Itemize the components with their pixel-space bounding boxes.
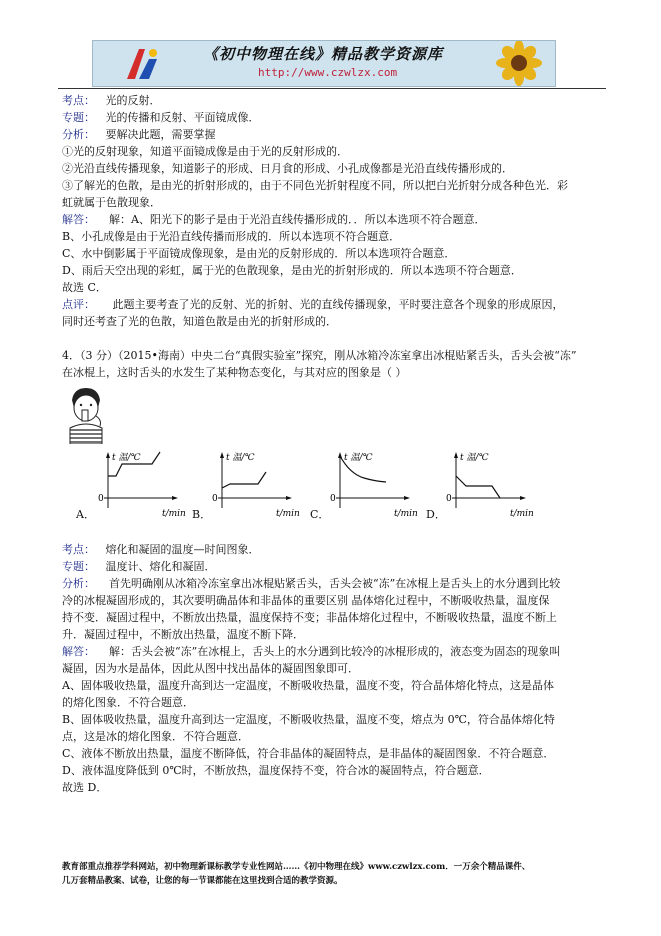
graph-xlabel: t/min: [394, 509, 418, 519]
q4-jieda-line: 凝固，因为水是晶体，因此从图中找出晶体的凝固图象即可．: [62, 662, 359, 675]
q3-jieda: 解答： 解：A、阳光下的影子是由于光沿直线传播形成的．．所以本选项不符合题意．: [62, 213, 486, 226]
q4-jieda-line: B、固体吸收热量，温度升高到达一定温度，不断吸收热量，温度不变，熔点为 0℃，符合晶体熔化特: [62, 713, 555, 726]
q4-jieda-line: D、液体温度降低到 0℃时，不断放热，温度保持不变，符合冰的凝固特点，符合题意．: [62, 764, 490, 777]
option-a-label: A．: [76, 508, 95, 521]
q4-stem: 在冰棍上，这时舌头的水发生了某种物态变化，与其对应的图象是（ ）: [62, 366, 407, 379]
graph-arrowhead: [520, 496, 526, 500]
graph-curve: [456, 476, 500, 498]
graph-arrowhead: [172, 496, 178, 500]
q4-kaodian: 考点： 熔化和凝固的温度—时间图象．: [62, 543, 260, 556]
q3-point: ②光沿直线传播现象，知道影子的形成、日月食的形成、小孔成像都是光沿直线传播形成的．: [62, 162, 513, 175]
graph-origin: 0: [446, 494, 452, 504]
graph-arrowhead: [106, 452, 110, 458]
graph-d: [446, 452, 534, 519]
graph-arrowhead: [286, 496, 292, 500]
graph-origin: 0: [330, 494, 336, 504]
q4-jieda-line: 的熔化图象．不符合题意．: [62, 696, 194, 709]
q3-dianping: 点评： 此题主要考查了光的反射、光的折射、光的直线传播现象，平时要注意各个现象的形成原因，: [62, 298, 564, 311]
banner-title: 《初中物理在线》精品教学资源库: [203, 45, 444, 63]
graph-ylabel: t 温/℃: [112, 453, 141, 463]
q4-answer: 故选 D．: [62, 781, 108, 794]
graph-arrowhead: [454, 452, 458, 458]
graph-b: [212, 452, 300, 519]
header-banner: [92, 40, 556, 87]
graph-curve: [222, 472, 266, 488]
q4-jieda-line: C、液体不断放出热量，温度不断降低，符合非晶体的凝固特点，是非晶体的凝固图象．不符合题意．: [62, 747, 555, 760]
graph-ylabel: t 温/℃: [344, 453, 373, 463]
q3-answer: 故选 C．: [62, 281, 107, 294]
boy-licking-popsicle-illustration: [62, 386, 112, 444]
option-c-label: C．: [310, 508, 330, 521]
q4-jieda: 解答： 解：舌头会被“冻”在冰棍上，舌头上的水分遇到比较冷的冰棍形成的，液态变为固态的现象叫: [62, 645, 561, 658]
page-footer: [62, 860, 602, 888]
graph-origin: 0: [98, 494, 104, 504]
sunflower-icon: [483, 41, 555, 86]
footer-line: 教育部重点推荐学科网站，初中物理新课标教学专业性网站……《初中物理在线》www.czwlzx.com．一万余个精品课件、: [62, 862, 531, 872]
graph-ylabel: t 温/℃: [226, 453, 255, 463]
q4-fenxi: 分析： 首先明确刚从冰箱冷冻室拿出冰棍贴紧舌头，舌头会被“冻”在冰棍上是舌头上的水分遇到比较: [62, 577, 561, 590]
banner-url: http://www.czwlzx.com: [258, 66, 398, 79]
graph-a: [98, 452, 186, 519]
graph-origin: 0: [212, 494, 218, 504]
q4-jieda-line: 点，这是冰的熔化图象．不符合题意．: [62, 730, 249, 743]
option-d-label: D．: [426, 508, 446, 521]
logo-icon: [123, 45, 163, 83]
graph-ylabel: t 温/℃: [460, 453, 489, 463]
q3-point: 虹就属于色散现象．: [62, 196, 161, 209]
q3-jieda-line: B、小孔成像是由于光沿直线传播而形成的．所以本选项不符合题意．: [62, 230, 401, 243]
graph-xlabel: t/min: [510, 509, 534, 519]
header-rule: [58, 88, 606, 89]
graphs-canvas: [62, 450, 552, 520]
graph-xlabel: t/min: [162, 509, 186, 519]
graph-arrowhead: [404, 496, 410, 500]
footer-line: 几万套精品教案、试卷，让您的每一节课都能在这里找到合适的教学资源。: [62, 876, 343, 886]
q3-jieda-line: D、雨后天空出现的彩虹，属于光的色散现象，是由光的折射形成的．所以本选项不符合题意．: [62, 264, 522, 277]
q3-kaodian: 考点： 光的反射．: [62, 94, 161, 107]
q3-jieda-line: C、水中倒影属于平面镜成像现象，是由光的反射形成的．所以本选项符合题意．: [62, 247, 456, 260]
option-b-label: B．: [192, 508, 212, 521]
q4-jieda-line: A、固体吸收热量，温度升高到达一定温度，不断吸收热量，温度不变，符合晶体熔化特点，这是晶体: [62, 679, 554, 692]
q3-fenxi: 分析： 要解决此题，需要掌握: [62, 128, 216, 141]
q3-zhuanti: 专题： 光的传播和反射、平面镜成像．: [62, 111, 260, 124]
graph-c: [330, 452, 418, 519]
graph-xlabel: t/min: [276, 509, 300, 519]
option-graphs: [62, 450, 552, 520]
q4-fenxi-line: 升．凝固过程中，不断放出热量，温度不断下降．: [62, 628, 304, 641]
q3-point: ①光的反射现象，知道平面镜成像是由于光的反射形成的．: [62, 145, 348, 158]
q4-fenxi-line: 冷的冰棍凝固形成的，其次要明确晶体和非晶体的重要区别 晶体熔化过程中，不断吸收热量，温度保: [62, 594, 550, 607]
q4-fenxi-line: 持不变．凝固过程中，不断放出热量，温度保持不变；非晶体熔化过程中，不断吸收热量，温度不断上: [62, 611, 557, 624]
q4-zhuanti: 专题： 温度计、熔化和凝固．: [62, 560, 216, 573]
q3-dianping-line: 同时还考查了光的色散，知道色散是由光的折射形成的．: [62, 315, 337, 328]
q3-point: ③了解光的色散，是由光的折射形成的，由于不同色光折射程度不同，所以把白光折射分成各种色光．彩: [62, 179, 568, 192]
q4-stem: 4．（3 分）（2015•海南）中央二台“真假实验室”探究，刚从冰箱冷冻室拿出冰棍贴紧舌头，舌头会被“冻”: [62, 349, 577, 362]
graph-arrowhead: [220, 452, 224, 458]
